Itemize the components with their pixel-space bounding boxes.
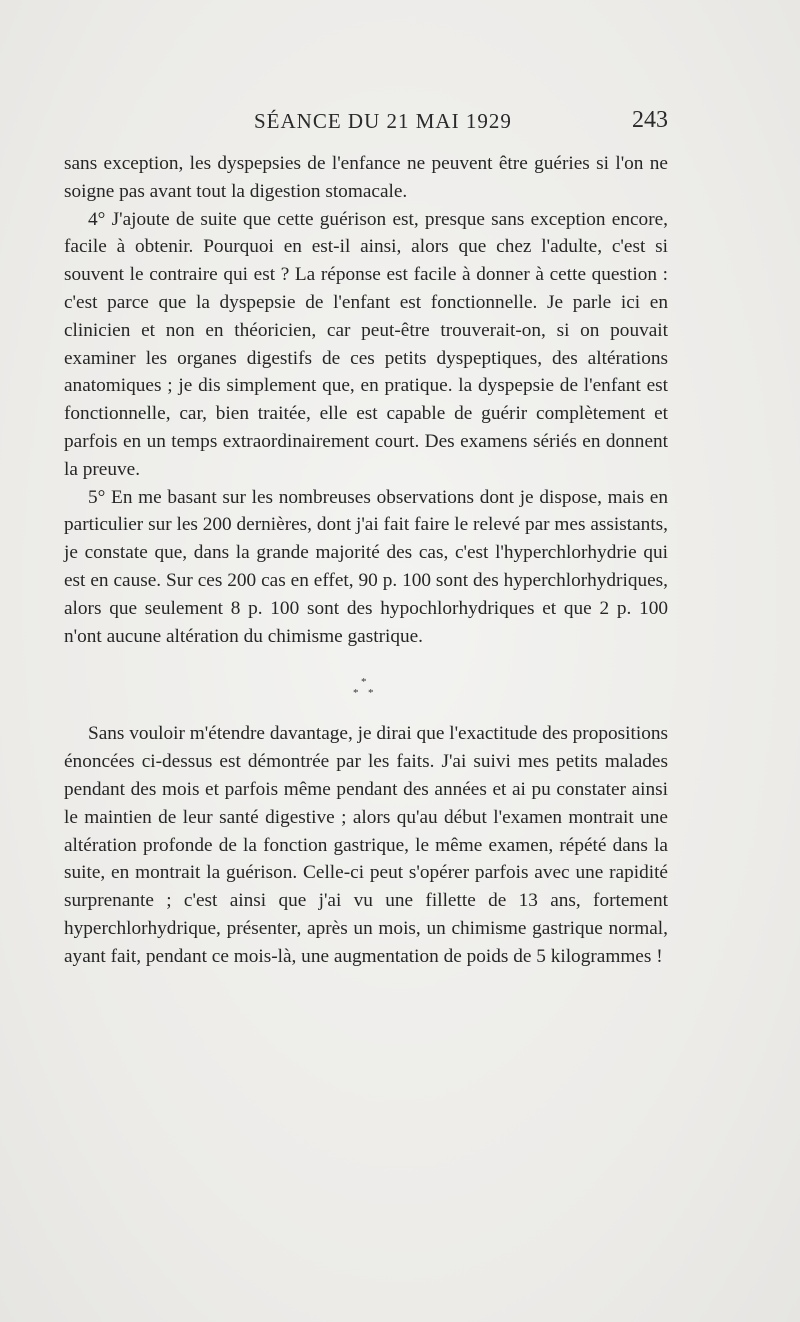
asterism-star-left: * [353, 687, 359, 700]
asterism-star-top: * [361, 676, 367, 689]
page-number: 243 [632, 107, 668, 133]
paragraph-conclusion: Sans vouloir m'étendre davantage, je dirai que l'exactitude des propositions énoncées ci-dessus est démontrée par les faits. J'ai suivi mes petits malades pendant des mois et parfois même pendant des années et ai pu constater ainsi le maintien de leur santé digestive ; alors qu'au début l'examen montrait une altération profonde de la fonction gastrique, le même examen, répété dans la suite, en montrait la guérison. Celle-ci peut s'opérer parfois avec une rapidité surprenante ; c'est ainsi que j'ai vu une fillette de 13 ans, fortement hyperchlorhydrique, présenter, après un mois, un chimisme gastrique normal, ayant fait, pendant ce mois-là, une augmentation de poids de 5 kilogrammes ! [64, 723, 668, 967]
paragraph-continuation: sans exception, les dyspepsies de l'enfance ne peuvent être guéries si l'on ne soigne pas avant tout la digestion stomacale. [64, 153, 668, 202]
body-text [64, 150, 668, 971]
paragraph-point-5: 5° En me basant sur les nombreuses observations dont je dispose, mais en particulier sur les 200 dernières, dont j'ai fait faire le relevé par mes assistants, je constate que, dans la grande majorité des cas, c'est l'hyperchlorhydrie qui est en cause. Sur ces 200 cas en effet, 90 p. 100 sont des hyperchlorhydriques, alors que seulement 8 p. 100 sont des hypochlorhydriques et que 2 p. 100 n'ont aucune altération du chimisme gastrique. [64, 486, 668, 647]
paragraph-point-4: 4° J'ajoute de suite que cette guérison est, presque sans exception encore, facile à obtenir. Pourquoi en est-il ainsi, alors que chez l'adulte, c'est si souvent le contraire qui est ? La réponse est facile à donner à cette question : c'est parce que la dyspepsie de l'enfant est fonctionnelle. Je parle ici en clinicien et non en théoricien, car peut-être trouverait-on, si on pouvait examiner les organes digestifs de ces petits dyspeptiques, des altérations anatomiques ; je dis simplement que, en pratique. la dyspepsie de l'enfant est fonctionnelle, car, bien traitée, elle est capable de guérir complètement et parfois en un temps extraordinairement court. Des examens sériés en donnent la preuve. [64, 208, 668, 480]
running-head: SÉANCE DU 21 MAI 1929 [254, 109, 512, 133]
page-header [64, 105, 668, 139]
asterism-separator [64, 650, 668, 720]
asterism-star-right: * [368, 687, 374, 700]
